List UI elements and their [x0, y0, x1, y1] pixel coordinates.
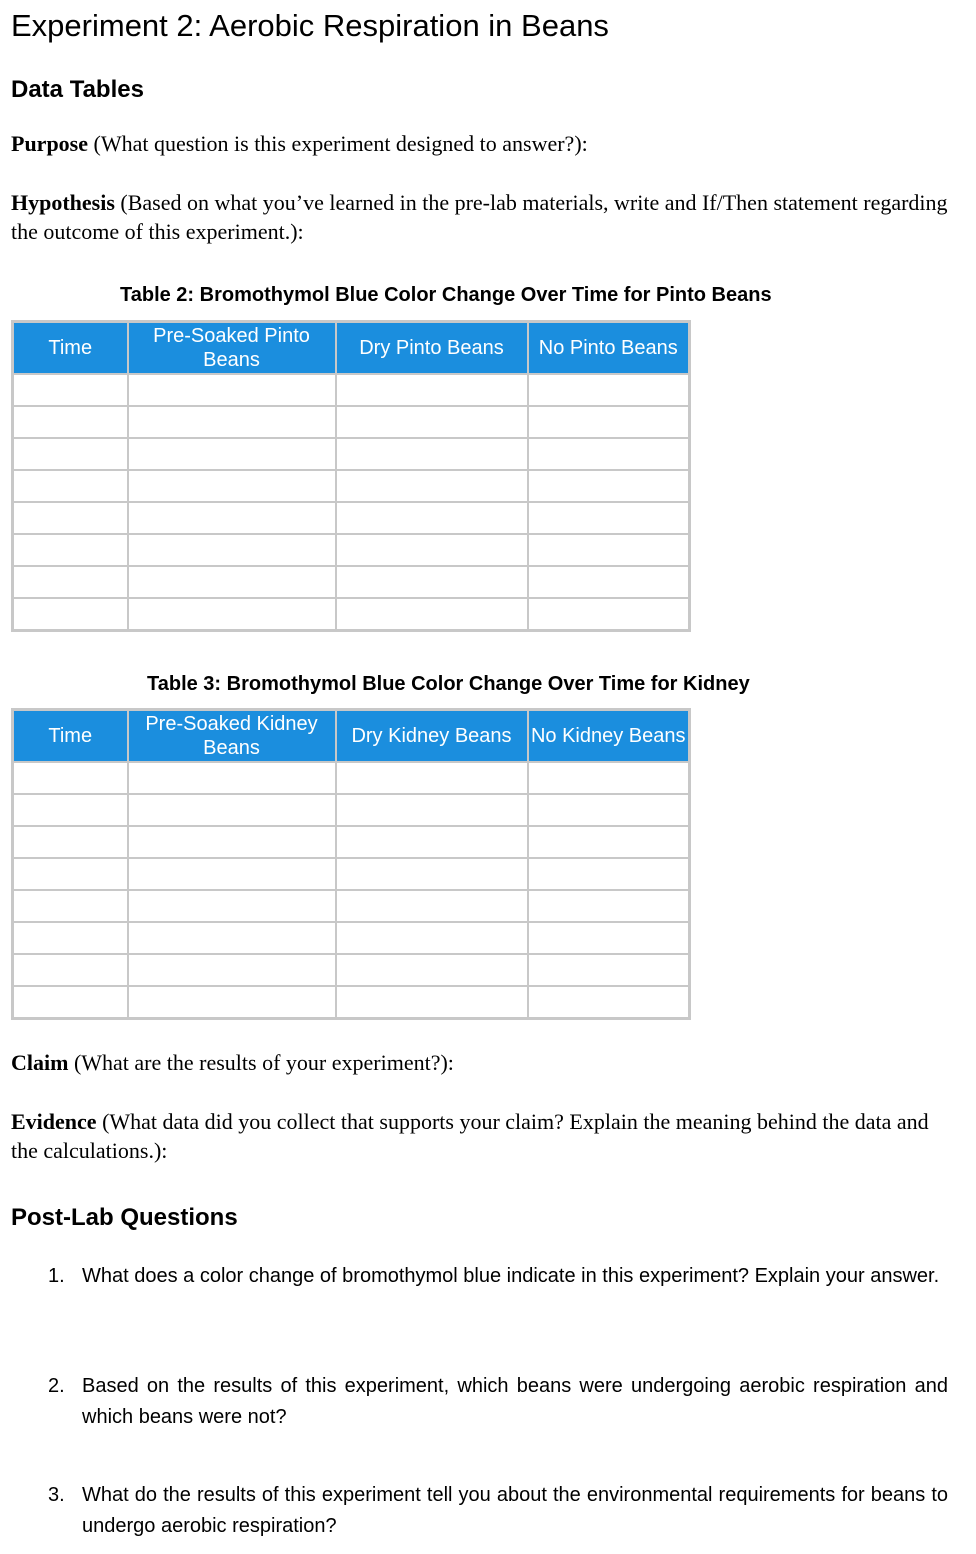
table-row	[13, 986, 690, 1019]
table-cell[interactable]	[128, 374, 336, 406]
table-cell[interactable]	[528, 470, 690, 502]
table-row	[13, 890, 690, 922]
table-cell[interactable]	[13, 470, 128, 502]
table-cell[interactable]	[336, 438, 528, 470]
table-cell[interactable]	[128, 438, 336, 470]
table-row	[13, 406, 690, 438]
table2-pinto-beans	[11, 320, 691, 632]
table-cell[interactable]	[528, 890, 690, 922]
table-cell[interactable]	[128, 794, 336, 826]
table-row	[13, 470, 690, 502]
table-cell[interactable]	[13, 954, 128, 986]
table2-header-dry: Dry Pinto Beans	[336, 322, 528, 375]
table2-body	[13, 374, 690, 631]
table-cell[interactable]	[336, 470, 528, 502]
claim-text: (What are the results of your experiment?):	[68, 1050, 454, 1075]
table3-header-row	[13, 710, 690, 763]
purpose-prompt	[11, 129, 961, 158]
table3-header-dry: Dry Kidney Beans	[336, 710, 528, 763]
table-row	[13, 954, 690, 986]
table-row	[13, 566, 690, 598]
claim-label: Claim	[11, 1050, 69, 1075]
table-cell[interactable]	[13, 374, 128, 406]
table-cell[interactable]	[128, 502, 336, 534]
table-cell[interactable]	[528, 534, 690, 566]
table-cell[interactable]	[528, 826, 690, 858]
table-cell[interactable]	[528, 986, 690, 1019]
table-cell[interactable]	[128, 922, 336, 954]
table2-header-time: Time	[13, 322, 128, 375]
table-cell[interactable]	[528, 598, 690, 631]
page-title: Experiment 2: Aerobic Respiration in Beans	[11, 8, 609, 43]
question-item	[40, 1480, 948, 1542]
table-cell[interactable]	[528, 954, 690, 986]
table-cell[interactable]	[13, 438, 128, 470]
question-item	[40, 1371, 948, 1433]
table-cell[interactable]	[336, 534, 528, 566]
table-cell[interactable]	[528, 762, 690, 794]
table-cell[interactable]	[128, 406, 336, 438]
question-number: 2.	[48, 1375, 65, 1397]
table-cell[interactable]	[528, 566, 690, 598]
table3-header-none: No Kidney Beans	[528, 710, 690, 763]
table-cell[interactable]	[336, 794, 528, 826]
table-cell[interactable]	[336, 922, 528, 954]
table-cell[interactable]	[13, 922, 128, 954]
table2-header-row	[13, 322, 690, 375]
table-row	[13, 534, 690, 566]
table3-kidney-beans	[11, 708, 691, 1020]
purpose-text: (What question is this experiment designed to answer?):	[88, 131, 588, 156]
table-cell[interactable]	[336, 406, 528, 438]
table-cell[interactable]	[128, 598, 336, 631]
table-cell[interactable]	[336, 954, 528, 986]
table-cell[interactable]	[336, 890, 528, 922]
table-cell[interactable]	[528, 858, 690, 890]
table2-caption: Table 2: Bromothymol Blue Color Change Over Time for Pinto Beans	[120, 284, 772, 306]
claim-prompt	[11, 1048, 961, 1077]
hypothesis-text: (Based on what you’ve learned in the pre-lab materials, write and If/Then statement regarding the outcome of this experiment.):	[11, 190, 948, 244]
evidence-text: (What data did you collect that supports your claim? Explain the meaning behind the data and the calculations.):	[11, 1109, 929, 1163]
table-cell[interactable]	[528, 922, 690, 954]
evidence-label: Evidence	[11, 1109, 97, 1134]
hypothesis-label: Hypothesis	[11, 190, 115, 215]
table-row	[13, 374, 690, 406]
table-cell[interactable]	[128, 986, 336, 1019]
table-cell[interactable]	[128, 826, 336, 858]
table-cell[interactable]	[128, 470, 336, 502]
table-cell[interactable]	[528, 502, 690, 534]
table-cell[interactable]	[128, 534, 336, 566]
table-cell[interactable]	[128, 762, 336, 794]
table-cell[interactable]	[336, 858, 528, 890]
table2-header-presoaked: Pre-Soaked Pinto Beans	[128, 322, 336, 375]
table-cell[interactable]	[528, 406, 690, 438]
table3-header-presoaked: Pre-Soaked Kidney Beans	[128, 710, 336, 763]
data-tables-heading: Data Tables	[11, 76, 144, 103]
table-cell[interactable]	[13, 826, 128, 858]
evidence-prompt	[11, 1107, 961, 1165]
table-cell[interactable]	[336, 986, 528, 1019]
table-cell[interactable]	[336, 374, 528, 406]
question-number: 1.	[48, 1265, 65, 1287]
question-text: What does a color change of bromothymol blue indicate in this experiment? Explain your answer.	[82, 1265, 940, 1287]
table-cell[interactable]	[528, 794, 690, 826]
hypothesis-prompt	[11, 188, 961, 246]
table-row	[13, 502, 690, 534]
table-cell[interactable]	[336, 762, 528, 794]
table-cell[interactable]	[13, 762, 128, 794]
table-cell[interactable]	[336, 826, 528, 858]
table-row	[13, 598, 690, 631]
question-number: 3.	[48, 1484, 65, 1506]
table3-caption: Table 3: Bromothymol Blue Color Change Over Time for Kidney	[147, 673, 750, 695]
table-cell[interactable]	[13, 598, 128, 631]
table2-header-none: No Pinto Beans	[528, 322, 690, 375]
purpose-label: Purpose	[11, 131, 88, 156]
table-row	[13, 922, 690, 954]
table-cell[interactable]	[336, 598, 528, 631]
table-cell[interactable]	[128, 858, 336, 890]
table-cell[interactable]	[13, 566, 128, 598]
table-cell[interactable]	[13, 794, 128, 826]
table-row	[13, 794, 690, 826]
table-cell[interactable]	[13, 534, 128, 566]
table-row	[13, 438, 690, 470]
table-cell[interactable]	[128, 890, 336, 922]
table-cell[interactable]	[13, 858, 128, 890]
table-row	[13, 762, 690, 794]
table-cell[interactable]	[13, 502, 128, 534]
question-text: Based on the results of this experiment, which beans were undergoing aerobic respiration and which beans were not?	[82, 1375, 948, 1428]
table-cell[interactable]	[336, 502, 528, 534]
question-text: What do the results of this experiment tell you about the environmental requirements for beans to undergo aerobic respiration?	[82, 1484, 948, 1537]
question-item	[40, 1261, 948, 1292]
table-cell[interactable]	[128, 954, 336, 986]
table-cell[interactable]	[336, 566, 528, 598]
table3-header-time: Time	[13, 710, 128, 763]
table-cell[interactable]	[528, 438, 690, 470]
table-cell[interactable]	[528, 374, 690, 406]
table-cell[interactable]	[13, 406, 128, 438]
table-cell[interactable]	[13, 890, 128, 922]
table-cell[interactable]	[128, 566, 336, 598]
table-cell[interactable]	[13, 986, 128, 1019]
table-row	[13, 826, 690, 858]
table3-body	[13, 762, 690, 1019]
table-row	[13, 858, 690, 890]
post-lab-heading: Post-Lab Questions	[11, 1204, 238, 1231]
